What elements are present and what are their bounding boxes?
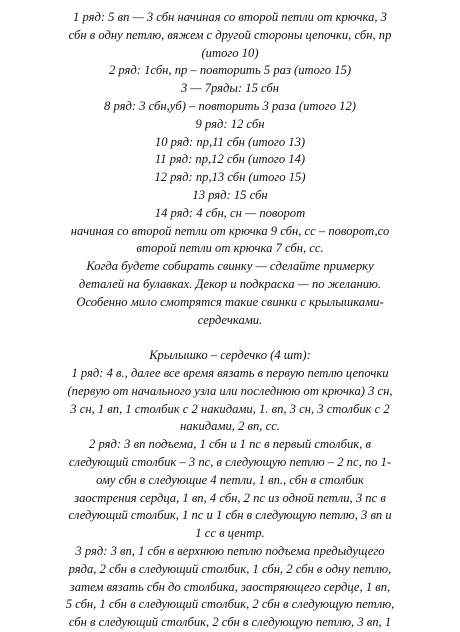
blank-line bbox=[8, 329, 452, 347]
text-line: 1 ряд: 4 в., далее все время вязать в первую петлю цепочки bbox=[71, 365, 389, 380]
text-line: Особенно мило смотрятся такие свинки с крылышками- bbox=[76, 294, 384, 309]
text-line: Когда будете собирать свинку — сделайте примерку bbox=[86, 259, 374, 274]
text-line: сбн в следующий столбик, 2 сбн в следующую петлю, 3 вп, 1 bbox=[68, 615, 392, 630]
text-line: 3 сн, 1 вп, 1 столбик с 2 накидами, 1. вп, 3 сн, 3 столбик с 2 bbox=[70, 401, 390, 416]
text-line: деталей на булавках. Декор и подкраска — по желанию. bbox=[78, 276, 382, 291]
text-line: (итого 10) bbox=[201, 45, 259, 60]
text-line: сердечками. bbox=[197, 312, 263, 327]
text-line: 3 — 7ряды: 15 сбн bbox=[180, 81, 280, 96]
text-line: 1 сс в центр. bbox=[195, 526, 265, 541]
text-line: 5 сбн, 1 сбн в следующий столбик, 2 сбн в следующую петлю, bbox=[65, 597, 395, 612]
text-line: заострения сердца, 1 вп, 4 сбн, 2 пс из одной петли, 3 пс в bbox=[74, 490, 386, 505]
text-line: 8 ряд: 3 сбн,уб) – повторить 3 раза (итого 12) bbox=[104, 98, 356, 113]
text-line: 3 ряд: 3 вп, 1 сбн в верхнюю петлю подъема предыдущего bbox=[75, 543, 385, 558]
text-line: 9 ряд: 12 сбн bbox=[195, 116, 265, 131]
text-line: ряда, 2 сбн в следующий столбик, 1 сбн, 2 сбн в одну петлю, bbox=[68, 561, 392, 576]
text-line: сбн в одну петлю, вяжем с другой стороны цепочки, сбн, пр bbox=[68, 27, 392, 42]
text-line: затем вязать сбн до столбика, заостряющего сердце, 1 вп, bbox=[69, 579, 391, 594]
text-line: следующий столбик – 3 пс, в следующую петлю – 2 пс, по 1- bbox=[68, 454, 392, 469]
text-line: 10 ряд: пр,11 сбн (итого 13) bbox=[154, 134, 306, 149]
text-line: 13 ряд: 15 сбн bbox=[192, 187, 268, 202]
text-line: 12 ряд: пр,13 сбн (итого 15) bbox=[154, 170, 306, 185]
text-line: следующий столбик, 1 пс и 1 сбн в следующую петлю, 3 вп и bbox=[68, 508, 392, 523]
text-line: накидами, 2 вп, сс. bbox=[180, 419, 280, 434]
text-line: второй петли от крючка 7 сбн, сс. bbox=[136, 241, 324, 256]
text-line: 2 ряд: 1сбн, пр – повторить 5 раз (итого 15) bbox=[108, 63, 352, 78]
section-title: Крылышко – сердечко (4 шт): bbox=[149, 348, 311, 363]
text-line: 1 ряд: 5 вп — 3 сбн начиная со второй петли от крючка, 3 bbox=[73, 10, 387, 24]
text-line: (первую от начального узла или последнюю от крючка) 3 сн, bbox=[67, 383, 393, 398]
text-line: ому сбн в следующие 4 петли, 1 вп., сбн в столбик bbox=[96, 472, 364, 487]
text-line: начиная со второй петли от крючка 9 сбн, сс – поворот,со bbox=[70, 223, 390, 238]
text-line: 14 ряд: 4 сбн, сн — поворот bbox=[154, 205, 306, 220]
text-line: 2 ряд: 3 вп подъема, 1 сбн и 1 пс в первый столбик, в bbox=[89, 437, 371, 452]
text-line: 11 ряд: пр,12 сбн (итого 14) bbox=[154, 152, 306, 167]
